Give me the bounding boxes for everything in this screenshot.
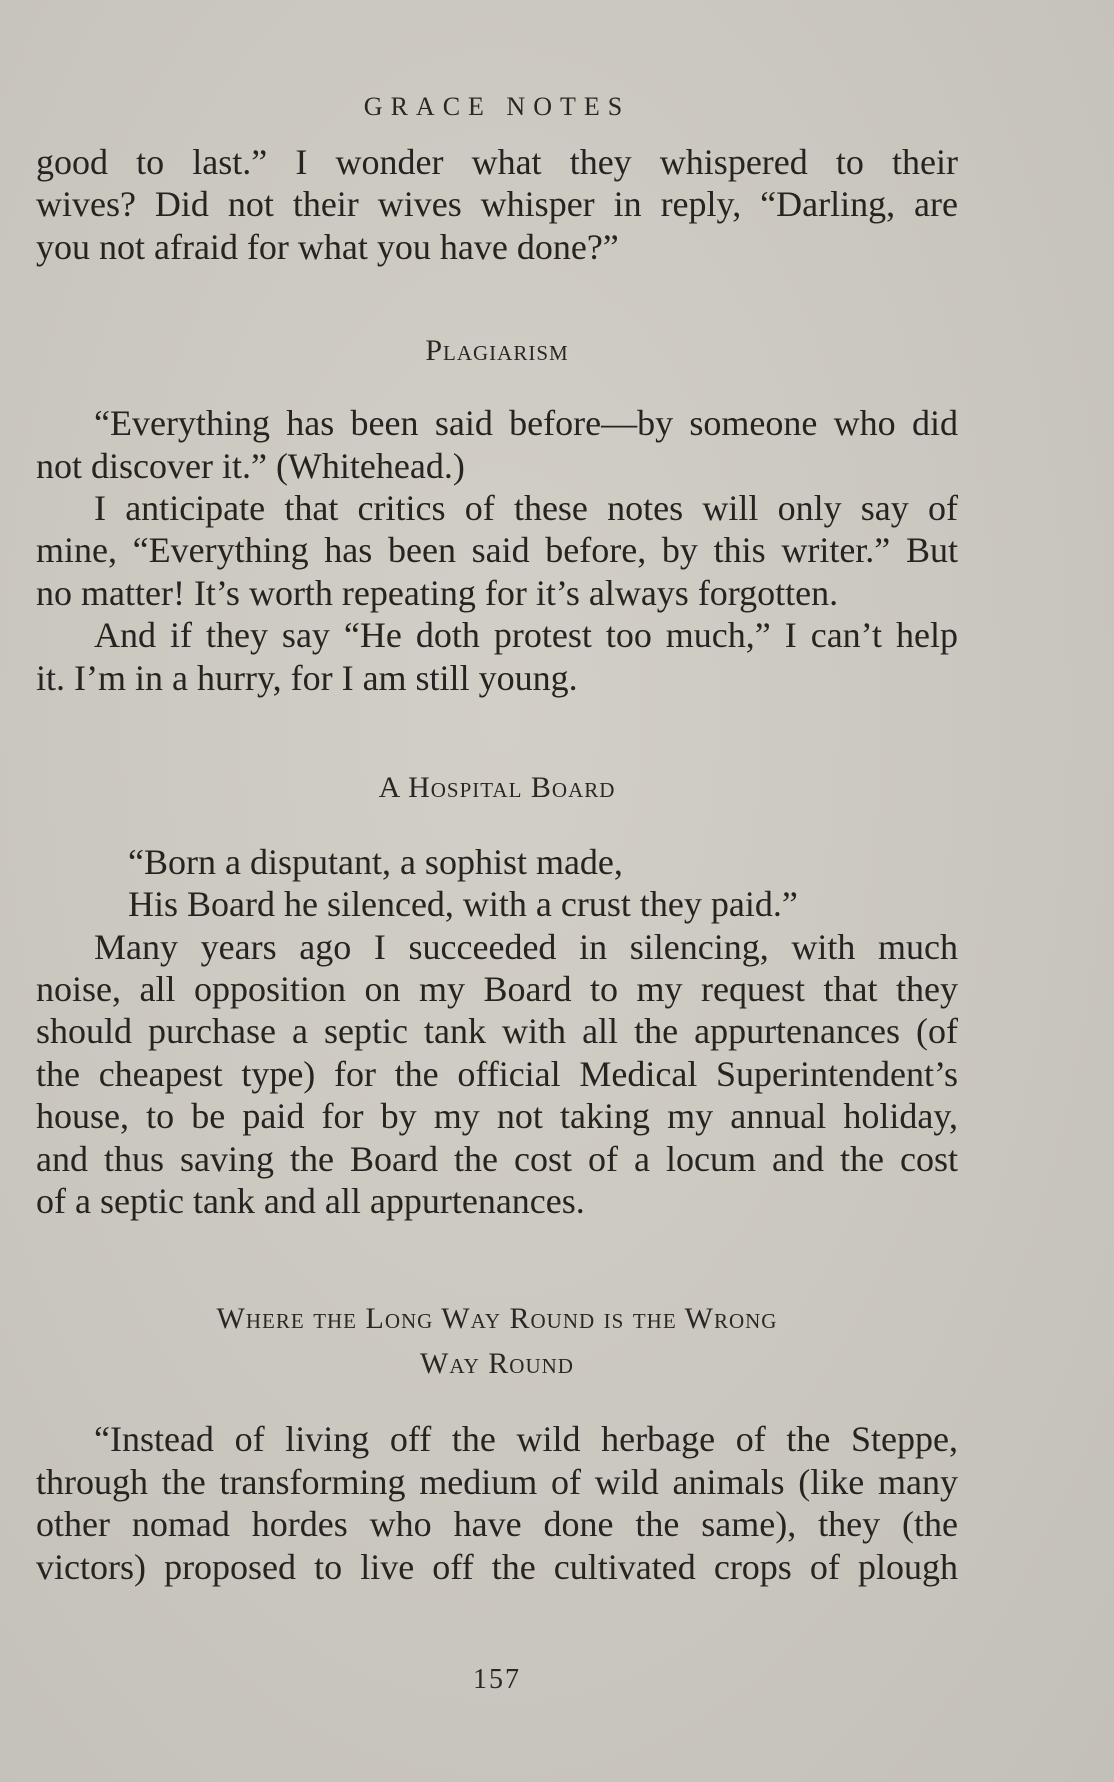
- section-heading-long-way: [36, 1296, 958, 1386]
- running-head: GRACE NOTES: [363, 92, 631, 121]
- hospital-board-verse: [36, 841, 958, 926]
- heading-line: Where the Long Way Round is the Wrong: [216, 1302, 778, 1336]
- plagiarism-paragraph-3: [36, 614, 958, 699]
- text-line: “Instead of living off the wild herbage of the Steppe,: [94, 1419, 958, 1460]
- plagiarism-paragraph-2: [36, 487, 958, 614]
- text-line: should purchase a septic tank with all the appurtenances (of: [36, 1011, 958, 1052]
- text-line: it. I’m in a hurry, for I am still young.: [36, 657, 578, 698]
- text-line: through the transforming medium of wild animals (like many: [36, 1461, 958, 1502]
- verse-line: His Board he silenced, with a crust they paid.”: [128, 884, 798, 925]
- text-line: you not afraid for what you have done?”: [36, 226, 619, 267]
- section-heading-hospital-board: A Hospital Board: [378, 770, 616, 804]
- text-line: noise, all opposition on my Board to my request that they: [36, 969, 958, 1010]
- continuation-paragraph: [36, 141, 958, 268]
- text-line: And if they say “He doth protest too much,” I can’t help: [94, 615, 958, 656]
- page-body: [36, 141, 958, 1588]
- page-number: 157: [473, 1664, 521, 1695]
- text-line: and thus saving the Board the cost of a locum and the cost: [36, 1138, 958, 1179]
- hospital-board-paragraph-1: [36, 926, 958, 1223]
- text-line: I anticipate that critics of these notes will only say of: [94, 487, 958, 528]
- book-page: [36, 0, 958, 1782]
- text-line: wives? Did not their wives whisper in reply, “Darling, are: [36, 184, 958, 225]
- text-line: the cheapest type) for the official Medical Superintendent’s: [36, 1053, 958, 1094]
- section-heading-plagiarism: Plagiarism: [425, 334, 569, 368]
- text-line: other nomad hordes who have done the same), they (the: [36, 1504, 958, 1545]
- text-line: no matter! It’s worth repeating for it’s always forgotten.: [36, 572, 839, 613]
- text-line: of a septic tank and all appurtenances.: [36, 1181, 585, 1222]
- verse-line: “Born a disputant, a sophist made,: [128, 841, 623, 882]
- text-line: “Everything has been said before—by someone who did: [94, 403, 958, 444]
- text-line: not discover it.” (Whitehead.): [36, 445, 465, 486]
- heading-line: Way Round: [420, 1347, 574, 1381]
- plagiarism-paragraph-1: [36, 402, 958, 487]
- long-way-paragraph-1: [36, 1418, 958, 1588]
- text-line: good to last.” I wonder what they whispered to their: [36, 142, 958, 182]
- text-line: house, to be paid for by my not taking my annual holiday,: [36, 1096, 958, 1137]
- text-line: victors) proposed to live off the cultivated crops of plough: [36, 1546, 958, 1587]
- text-line: mine, “Everything has been said before, by this writer.” But: [36, 530, 958, 571]
- text-line: Many years ago I succeeded in silencing, with much: [94, 926, 958, 967]
